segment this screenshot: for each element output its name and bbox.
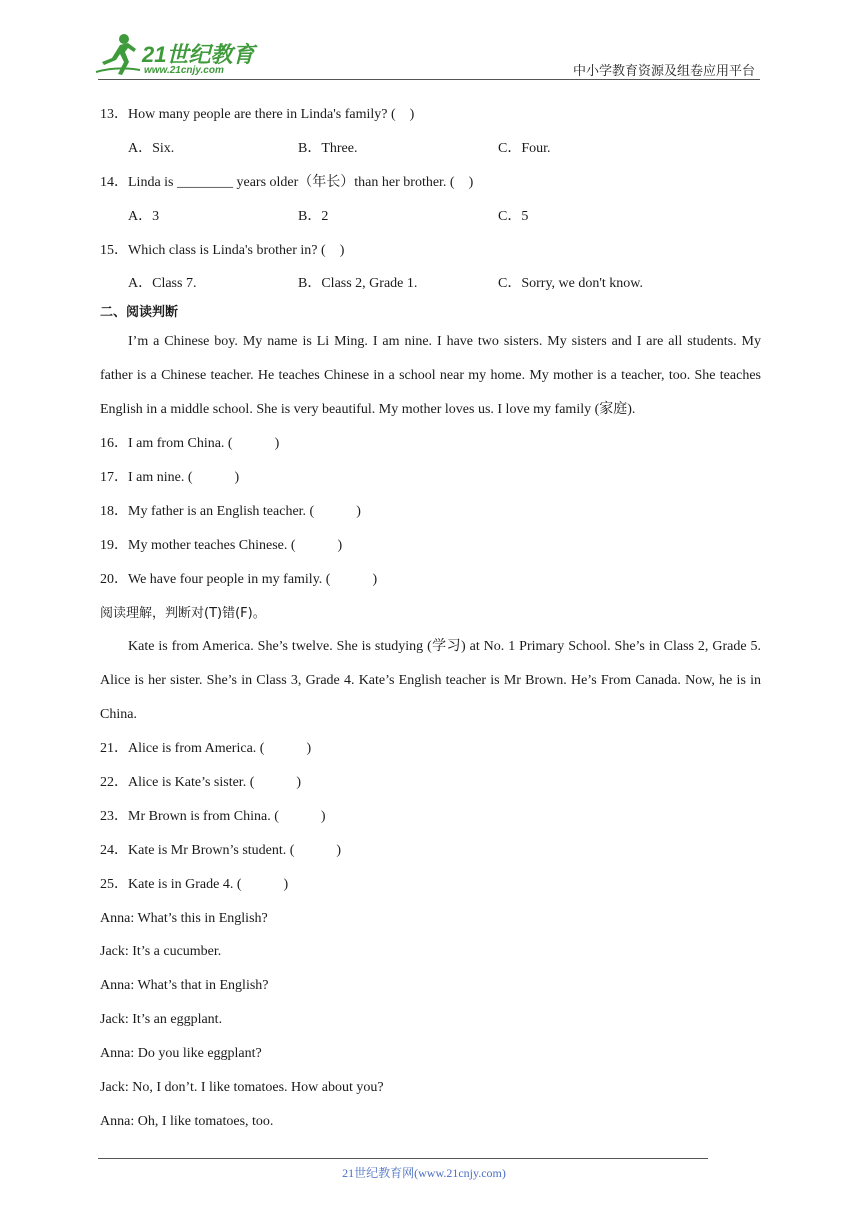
option-c: C．Sorry, we don't know.	[498, 276, 643, 292]
judgement-item: 22．Alice is Kate’s sister. ( )	[100, 775, 302, 791]
page-header	[0, 0, 860, 90]
option-b: B．2	[298, 208, 329, 224]
question-13-options	[100, 132, 761, 166]
section-2-passage: I’m a Chinese boy. My name is Li Ming. I am nine. I have two sisters. My sisters and I are all students. My father is a Chinese teacher. He teaches Chinese in a school near my home. My mother is a teacher, too. She teaches English in a middle school. She is very beautiful. My mother loves us. I love my family (家庭).	[100, 334, 761, 418]
question-14-options	[100, 200, 761, 234]
judgement-item: 25．Kate is in Grade 4. ( )	[100, 876, 289, 892]
dialogue-line: Anna: What’s this in English?	[100, 910, 268, 926]
judgement-item: 23．Mr Brown is from China. ( )	[100, 808, 326, 824]
dialogue-line: Jack: No, I don’t. I like tomatoes. How about you?	[100, 1080, 384, 1096]
dialogue-line: Jack: It’s an eggplant.	[100, 1012, 223, 1028]
option-a: A．Class 7.	[128, 276, 197, 292]
option-c: C．5	[498, 208, 529, 224]
question-15-options	[100, 267, 761, 301]
judgement-item: 16．I am from China. ( )	[100, 436, 280, 452]
dialogue-line: Anna: What’s that in English?	[100, 978, 269, 994]
option-a: A．3	[128, 208, 160, 224]
logo-text: 21世纪教育	[142, 42, 255, 67]
option-b: B．Class 2, Grade 1.	[298, 276, 418, 292]
judgement-item: 21．Alice is from America. ( )	[100, 741, 312, 757]
footer-text: 21世纪教育网(www.21cnjy.com)	[342, 1166, 506, 1180]
section-3-instruction: 阅读理解，判断对(T)错(F)。	[100, 605, 266, 621]
page-footer	[0, 1164, 860, 1181]
judgement-item: 19．My mother teaches Chinese. ( )	[100, 537, 343, 553]
question-14-stem: 14．Linda is ________ years older（年长）than her brother. ( )	[100, 174, 474, 190]
dialogue-line: Anna: Do you like eggplant?	[100, 1046, 262, 1062]
section-2-title: 二、阅读判断	[100, 305, 179, 321]
document-body	[100, 98, 761, 1139]
logo-url: www.21cnjy.com	[144, 65, 224, 76]
question-15-stem: 15．Which class is Linda's brother in? ( )	[100, 242, 345, 258]
question-13-stem: 13．How many people are there in Linda's family? ( )	[100, 107, 415, 122]
dialogue-line: Jack: It’s a cucumber.	[100, 944, 222, 960]
judgement-item: 20．We have four people in my family. ( )	[100, 571, 378, 587]
judgement-item: 24．Kate is Mr Brown’s student. ( )	[100, 842, 342, 858]
judgement-item: 17．I am nine. ( )	[100, 469, 240, 485]
header-platform-name: 中小学教育资源及组卷应用平台	[572, 64, 755, 79]
brand-logo	[92, 32, 262, 78]
section-3-passage: Kate is from America. She’s twelve. She is studying (学习) at No. 1 Primary School. She’s in Class 2, Grade 5. Alice is her sister. She’s in Class 3, Grade 4. Kate’s English teacher is Mr Brown. He’s From Canada. Now, he is in China.	[100, 639, 761, 723]
option-c: C．Four.	[498, 140, 551, 156]
header-divider	[98, 79, 760, 80]
runner-logo-icon	[92, 32, 142, 78]
footer-divider	[98, 1158, 708, 1159]
judgement-item: 18．My father is an English teacher. ( )	[100, 503, 361, 519]
option-a: A．Six.	[128, 140, 175, 156]
option-b: B．Three.	[298, 140, 358, 156]
dialogue-line: Anna: Oh, I like tomatoes, too.	[100, 1113, 274, 1129]
